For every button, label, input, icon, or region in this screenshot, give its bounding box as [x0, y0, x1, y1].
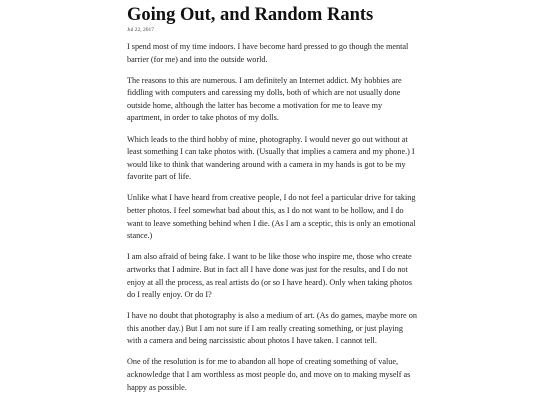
post-body — [127, 41, 417, 394]
post-title: Going Out, and Random Rants — [127, 5, 374, 25]
post-date: Jul 22, 2017 — [127, 27, 155, 33]
paragraph: Unlike what I have heard from creative people, I do not feel a particular drive for taking better photos. I feel somewhat bad about this, as I do not want to be hollow, and I do want to leave something behind when I die. (As I am a sceptic, this is only an emotional stance.) — [127, 193, 416, 241]
paragraph: The reasons to this are numerous. I am definitely an Internet addict. My hobbies are fiddling with computers and caressing my dolls, both of which are not usually done outside home, although the latter has become a motivation for me to leave my apartment, in order to take photos of my dolls. — [127, 75, 402, 123]
paragraph: I am also afraid of being fake. I want to be like those who inspire me, those who create artworks that I admire. But in fact all I have done was just for the results, and I do not enjoy at all the process, as real artists do (or so I have heard). Only when taking photos do I really enjoy. Or do I? — [127, 252, 412, 300]
paragraph: Which leads to the third hobby of mine, photography. I would never go out without at least something I can take photos with. (Usually that implies a camera and my phone.) I would like to think that wandering around with a camera in my hands is got to be my favorite part of life. — [127, 134, 415, 182]
paragraph: One of the resolution is for me to abandon all hope of creating something of value, acknowledge that I am worthless as most people do, and move on to making myself as happy as possible. — [127, 357, 411, 392]
blog-post — [127, 0, 417, 403]
paragraph: I have no doubt that photography is also a medium of art. (As do games, maybe more on this another day.) But I am not sure if I am really creating something, or just playing with a camera and being narcissistic about photos I have taken. I cannot tell. — [127, 311, 417, 346]
paragraph: I spend most of my time indoors. I have become hard pressed to go though the mental barrier (for me) and into the outside world. — [127, 42, 409, 64]
